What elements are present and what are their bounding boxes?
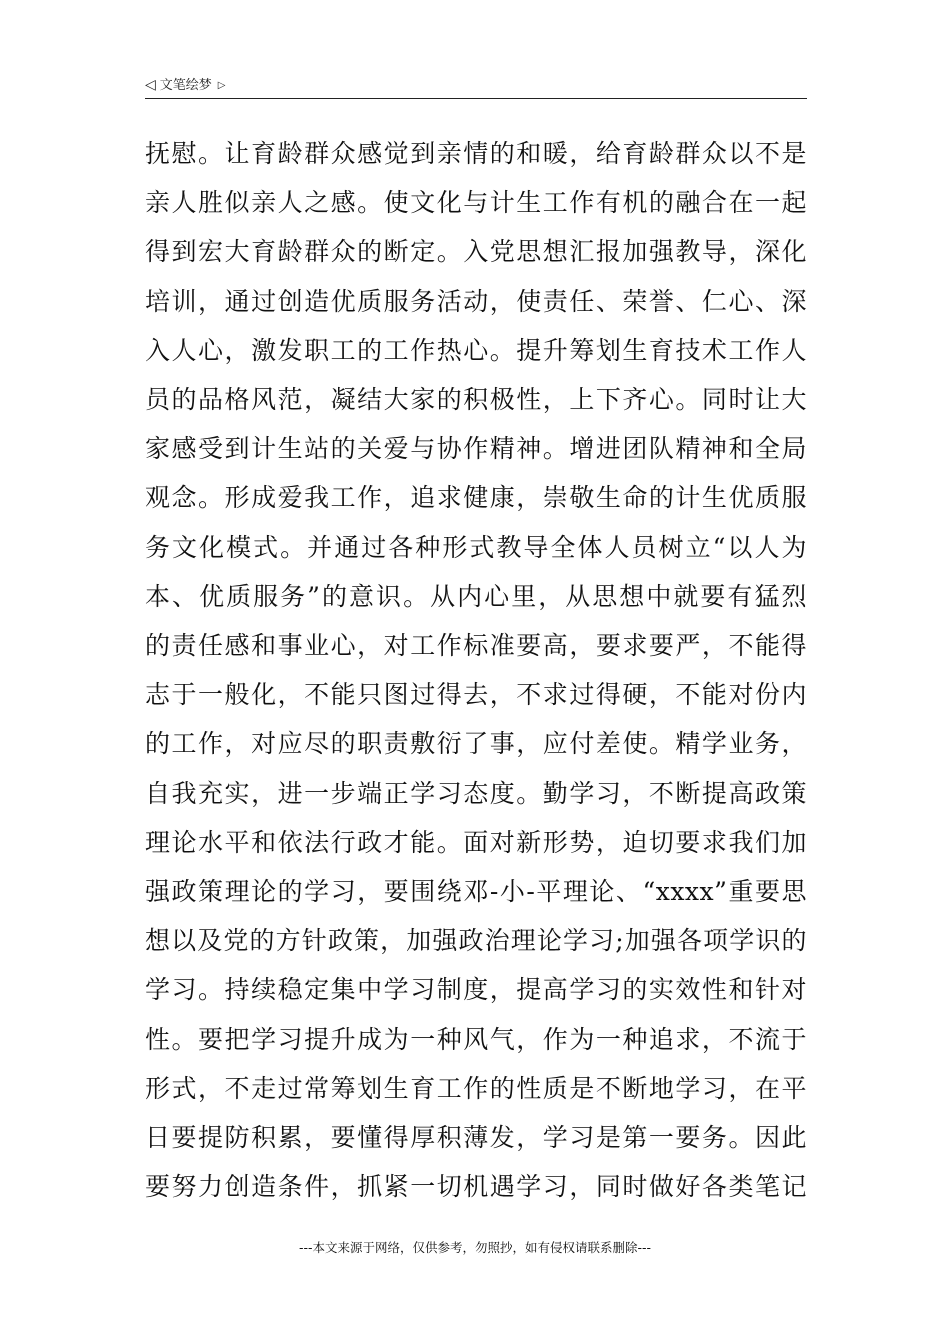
body-line: 想以及党的方针政策，加强政治理论学习;加强各项学识的 (145, 926, 807, 956)
body-line: 亲人胜似亲人之感。使文化与计生工作有机的融合在一起 (145, 188, 807, 218)
body-line: 培训，通过创造优质服务活动，使责任、荣誉、仁心、深 (145, 286, 807, 316)
body-line: 务文化模式。并通过各种形式教导全体人员树立“以人为 (145, 532, 807, 562)
body-line: 入人心，激发职工的工作热心。提升筹划生育技术工作人 (145, 335, 807, 365)
body-line: 的工作，对应尽的职责敷衍了事，应付差使。精学业务， (145, 729, 807, 759)
body-line: 理论水平和依法行政才能。面对新形势，迫切要求我们加 (145, 827, 807, 857)
body-line: 强政策理论的学习，要围绕邓-小-平理论、“xxxx”重要思 (145, 877, 807, 907)
header-title: 文笔绘梦 (159, 78, 212, 93)
body-line: 员的品格风范，凝结大家的积极性，上下齐心。同时让大 (145, 385, 807, 415)
body-line: 本、优质服务”的意识。从内心里，从思想中就要有猛烈 (145, 581, 807, 611)
triangle-left-icon: ◁ (145, 77, 156, 93)
body-line: 的责任感和事业心，对工作标准要高，要求要严，不能得 (145, 631, 807, 661)
triangle-right-icon: ▷ (217, 80, 226, 91)
footer-disclaimer: ---本文来源于网络，仅供参考，勿照抄，如有侵权请联系删除--- (298, 1240, 652, 1255)
body-line: 家感受到计生站的关爱与协作精神。增进团队精神和全局 (145, 434, 807, 464)
body-line: 形式，不走过常筹划生育工作的性质是不断地学习，在平 (145, 1073, 807, 1103)
body-line: 观念。形成爱我工作，追求健康，崇敬生命的计生优质服 (145, 483, 807, 513)
body-line: 性。要把学习提升成为一种风气，作为一种追求，不流于 (145, 1024, 807, 1054)
body-line: 志于一般化，不能只图过得去，不求过得硬，不能对份内 (145, 680, 807, 710)
body-line: 自我充实，进一步端正学习态度。勤学习，不断提高政策 (145, 778, 807, 808)
body-text (145, 129, 807, 1211)
body-line: 要努力创造条件，抓紧一切机遇学习，同时做好各类笔记 (145, 1172, 807, 1202)
body-line: 日要提防积累，要懂得厚积薄发，学习是第一要务。因此 (145, 1123, 807, 1153)
body-line: 抚慰。让育龄群众感觉到亲情的和暖，给育龄群众以不是 (145, 139, 807, 168)
body-line: 得到宏大育龄群众的断定。入党思想汇报加强教导，深化 (145, 237, 807, 267)
body-line: 学习。持续稳定集中学习制度，提高学习的实效性和针对 (145, 975, 807, 1005)
page-header (145, 74, 807, 99)
